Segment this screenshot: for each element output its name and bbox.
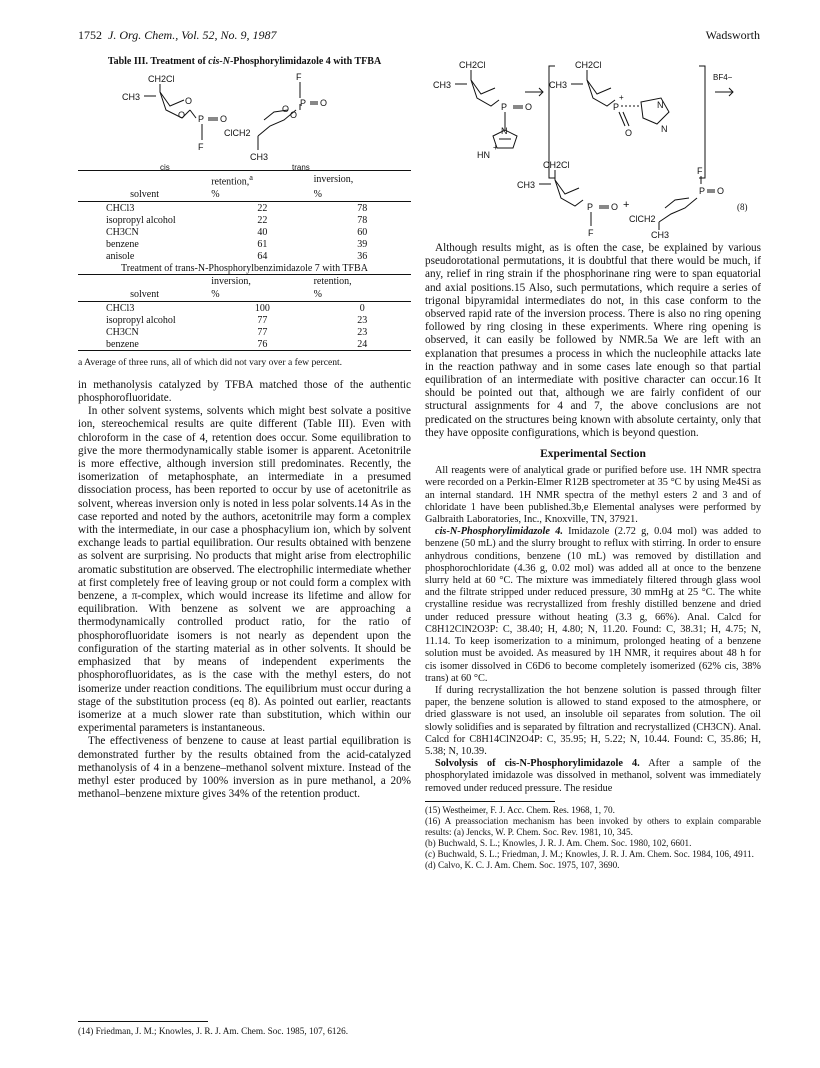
trans-p-label: P (300, 98, 307, 108)
references (425, 805, 761, 871)
scheme-reactant-p: P (501, 102, 508, 112)
cis-ch2cl-label: CH2Cl (148, 74, 175, 84)
cell-solvent: CHCl3 (106, 302, 135, 314)
subsection-text: After a sample of the phosphorylated imidazole was dissolved in methanol, solvent was immediately removed under reduced pressure. The residue (425, 758, 761, 794)
experimental-section (425, 465, 761, 794)
cis-o1-label: O (185, 96, 193, 106)
col-inversion2-header: inversion, (211, 276, 251, 288)
scheme-reactant-n: N (501, 126, 508, 136)
table-row (78, 314, 411, 326)
cell-retention: 40 (257, 226, 268, 238)
journal-citation: J. Org. Chem., Vol. 52, No. 9, 1987 (108, 28, 277, 42)
cis-label: cis (160, 163, 170, 170)
table-row (78, 238, 411, 250)
paragraph: Although results might, as is often the case, be explained by various pseudorotational permutations, it is doubtful that there would be much, if any, relief in ring strain if the phosphorinane ring were to span equatorial and axial positions.15 Also, such permutations, which require a series of trigonal bipyramidal intermediates do not, in this case conform to the observed rapid rate of the inversion process. There is also no ring opening followed by ring closing in these experiments. Where ring opening is observed, it can easily be followed by NMR.5a We are left with an explanation that presumes a process in which the nucleophile attacks late in the reaction pathway and in some cases late enough so that partial equilibration of an intermediate with positive character can occur.16 It should be pointed out that, although we are fairly confident of our structural assignments for 4 and 7, the above conclusions are not predicated on the structures being known with absolute certainty, only that they have opposite configurations, which is beyond question. (425, 242, 761, 439)
table-row (78, 226, 411, 238)
col-inversion-header: inversion, (313, 174, 354, 186)
table-row (78, 250, 411, 262)
scheme-reactant-o: O (525, 102, 533, 112)
table-part1 (78, 170, 411, 351)
cell-solvent: isopropyl alcohol (106, 314, 176, 326)
cell-inversion: 77 (257, 314, 268, 326)
scheme-inter-n2: N (661, 124, 668, 134)
running-head-author: Wadsworth (705, 28, 760, 42)
col-retention2-header: retention, (313, 276, 352, 288)
subsection-title: Solvolysis of cis-N-Phosphorylimidazole 4. (435, 758, 640, 770)
table-title-prefix: Table III. Treatment of (107, 56, 209, 67)
col-a-unit: % (211, 189, 220, 201)
scheme-reactant-plus: + (493, 143, 498, 152)
table-part2-header-row1 (78, 275, 411, 288)
cell-retention: 22 (257, 202, 268, 214)
cis-f-label: F (198, 142, 204, 152)
scheme-prod2-f: F (697, 166, 703, 176)
cell-retention: 23 (357, 314, 368, 326)
equation-number: (8) (737, 202, 748, 212)
cis-po-label: O (220, 114, 228, 124)
cell-inversion: 100 (254, 302, 270, 314)
col-retention-text: retention, (211, 176, 250, 188)
cis-trans-structures-svg (78, 70, 411, 170)
trans-label: trans (292, 163, 310, 170)
scheme-inter-p: P (613, 102, 620, 112)
scheme-inter-o: O (625, 128, 633, 138)
reference-16a: (16) A preassociation mechanism has been invoked by others to explain comparable results: (a) Jencks, W. P. Chem. Soc. Rev. 1981, 10, 345. (425, 815, 761, 837)
reference-15: (15) Westheimer, F. J. Acc. Chem. Res. 1968, 1, 70. (425, 804, 615, 815)
cell-inversion: 78 (357, 202, 368, 214)
cell-retention: 23 (357, 326, 368, 338)
col-b2-unit: % (313, 289, 322, 301)
col-retention-header (211, 171, 313, 188)
table-part2-title: Treatment of trans-N-Phosphorylbenzimidazole 7 with TFBA (121, 262, 368, 274)
cell-solvent: benzene (106, 338, 139, 350)
scheme-hn: HN (477, 150, 490, 160)
table-part2-header-row2 (78, 288, 411, 302)
scheme-bf4: BF4− (713, 73, 733, 82)
scheme-prod2-o: O (717, 186, 725, 196)
cell-solvent: isopropyl alcohol (106, 214, 176, 226)
cis-o2-label: O (178, 110, 186, 120)
scheme-prod2-ch3: CH3 (651, 230, 670, 238)
reference-16c: (c) Buchwald, S. L.; Friedman, J. M.; Knowles, J. R. J. Am. Chem. Soc. 1984, 106, 4911. (425, 848, 754, 859)
scheme-plus: + (623, 199, 630, 211)
paragraph (425, 526, 761, 685)
col-retention-footnote-mark: a (249, 173, 253, 182)
table-row (78, 302, 411, 314)
cell-retention: 24 (357, 338, 368, 350)
trans-po-label: O (320, 98, 328, 108)
page-header (78, 28, 760, 44)
col-b-unit: % (313, 189, 322, 201)
reference-16b: (b) Buchwald, S. L.; Knowles, J. R. J. Am. Chem. Soc. 1980, 102, 6601. (425, 837, 692, 848)
table-title-compound: cis-N (208, 56, 230, 67)
paragraph: in methanolysis catalyzed by TFBA matched those of the authentic phosphorofluoridate. (78, 378, 411, 405)
cis-ch3-label: CH3 (122, 92, 141, 102)
cell-retention: 61 (257, 238, 268, 250)
scheme-svg (425, 58, 761, 238)
paragraph: If during recrystallization the hot benzene solution is passed through filter paper, the benzene solution is allowed to stand exposed to the atmosphere, or dried glassware is not used, an insoluble oil separates from solution. The oil slowly solidifies and is separated by filtration and recrystallized (CH3CN). Anal. Calcd for C8H14ClN2O4P: C, 35.95; H, 5.22; N, 10.44. Found: C, 35.86; H, 5.38; N, 10.39. (425, 684, 761, 757)
cis-p-label: P (198, 114, 205, 124)
cell-retention: 22 (257, 214, 268, 226)
paragraph (425, 758, 761, 795)
col-solvent2-header: solvent (130, 289, 160, 301)
cell-retention: 0 (359, 302, 365, 314)
table-structures (78, 70, 411, 170)
trans-clch2-label: ClCH2 (224, 128, 251, 138)
table-part1-header-row1 (78, 171, 411, 188)
scheme-inter-ch2cl: CH2Cl (575, 60, 602, 70)
page-number: 1752 (78, 28, 102, 42)
scheme-inter-plus: + (619, 93, 624, 102)
scheme-prod2-clch2: ClCH2 (629, 214, 656, 224)
right-column (425, 56, 761, 871)
reference-14: (14) Friedman, J. M.; Knowles, J. R. J. Am. Chem. Soc. 1985, 107, 6126. (78, 1026, 349, 1036)
trans-o1-label: O (290, 110, 298, 120)
section-title: Experimental Section (540, 448, 646, 461)
left-column (78, 56, 411, 801)
subsection-text: Imidazole (2.72 g, 0.04 mol) was added to benzene (50 mL) and the slurry brought to reflux with stirring. In order to ensure anhydrous conditions, benzene (10 mL) was removed by distillation and phosphorochloridate (4.36 g, 0.02 mol) was added all at once to the benzene slurry held at 60 °C. The mixture was immediately filtered through glass wool and the filtrate stripped under reduced pressure, 30 mmHg at 25 °C. The white crystalline residue was recrystallized from freshly distilled benzene and dried under reduced pressure without heating (3.3 g, 66%). Anal. Calcd for C8H12ClN2O3P: C, 38.40; H, 4.80; N, 11.20. Found: C, 38.31; H, 4.75; N, 11.14. To keep isomerization to a minimum, prolonged heating of a benzene solution must be avoided. As measured by 1H NMR, it requires about 48 h for cis isomer dissolved in C6D6 to become completely isomerized (62% cis, 38% trans) at 60 °C. (425, 526, 761, 684)
cell-solvent: CHCl3 (106, 202, 135, 214)
table-title (78, 56, 411, 68)
scheme-prod1-ch3: CH3 (517, 180, 536, 190)
paragraph: In other solvent systems, solvents which might best solvate a positive ion, stereochemical results are quite different (Table III). Even with chloroform in the case of 4, retention does occur. Some equilibration to give the more thermodynamically stable isomer is apparent. Acetonitrile is more effective, although inversion still predominates. Recently, the isomerization of metaphosphate, an intermediate in a presumed dissociation process, has been reported to occur by use of acetonitrile as solvent, whereas inversion only is noted in less polar solvents.14 As in the case reported and noted by the authors, acetonitrile may form a complex with the intermediate, in our case a phosphacylium ion, which by solvent exchange leads to partial equilibration. Our results obtained with benzene as solvent are surprising. No products that might arise from electrophilic aromatic substitution are observed. The electrophilic intermediate whether at first completely free of leaving group or not could form a complex with benzene, a π-complex, which would increase its lifetime and allow for equilibration. With benzene as solvent we are approaching a thermodynamically controlled product ratio, for the ratio of phosphorofluoridate isomers is not nearly as dependent upon the configuration of the starting material as in other solvents. It should be emphasized that by means of independent experiments the phosphorofluoridates, as is the case with the methyl esters, do not isomerize under reaction conditions. The equilibrium must occur during a stage of the substitution process (eq 8). As pointed out earlier, reactants isomerize at a much slower rate than substitution, which within our experimental parameters is instantaneous. (78, 405, 411, 735)
cell-inversion: 36 (357, 250, 368, 262)
scheme-reactant-ch2cl: CH2Cl (459, 60, 486, 70)
scheme-reactant-ch3: CH3 (433, 80, 452, 90)
cell-inversion: 77 (257, 326, 268, 338)
subsection-title: cis-N-Phosphorylimidazole 4. (435, 526, 563, 538)
scheme-prod1-ch2cl: CH2Cl (543, 160, 570, 170)
table-row (78, 202, 411, 214)
equation-8-scheme (425, 58, 761, 238)
cell-solvent: anisole (106, 250, 135, 262)
table-title-suffix: -Phosphorylimidazole 4 with TFBA (229, 56, 382, 67)
scheme-prod1-o: O (611, 202, 619, 212)
scheme-inter-ch3: CH3 (549, 80, 568, 90)
scheme-prod1-p: P (587, 202, 594, 212)
cell-inversion: 39 (357, 238, 368, 250)
scheme-inter-n1: N (657, 100, 664, 110)
cell-inversion: 60 (357, 226, 368, 238)
table-row (78, 338, 411, 351)
table-part1-header-row2 (78, 188, 411, 202)
cell-solvent: CH3CN (106, 226, 139, 238)
cell-retention: 64 (257, 250, 268, 262)
footnote-rule (78, 1021, 208, 1022)
table-row (78, 326, 411, 338)
cell-inversion: 78 (357, 214, 368, 226)
footnote-rule (425, 801, 555, 802)
cell-solvent: benzene (106, 238, 139, 250)
trans-f-label: F (296, 72, 302, 82)
paragraph: All reagents were of analytical grade or purified before use. 1H NMR spectra were recorded on a Perkin-Elmer R12B spectrometer at 35 °C by using Me4Si as an internal standard. 1H NMR spectra of the methyl esters 2 and 3 and of chloridate 1 have been published.3b,e Elemental analyses were performed by Galbraith Laboratories, Inc., Knoxville, TN, 37921. (425, 465, 761, 526)
scheme-prod1-f: F (588, 228, 594, 238)
col-solvent-header: solvent (130, 189, 160, 201)
cell-inversion: 76 (257, 338, 268, 350)
cell-solvent: CH3CN (106, 326, 139, 338)
reference-16d: (d) Calvo, K. C. J. Am. Chem. Soc. 1975, 107, 3690. (425, 859, 620, 870)
header-left (78, 28, 277, 43)
scheme-prod2-p: P (699, 186, 706, 196)
col-a2-unit: % (211, 289, 220, 301)
trans-o2-label: O (282, 104, 290, 114)
trans-ch3-label: CH3 (250, 152, 269, 162)
table-footnote: a Average of three runs, all of which did not vary over a few percent. (78, 357, 343, 369)
table-row (78, 214, 411, 226)
paragraph: The effectiveness of benzene to cause at least partial equilibration is demonstrated further by the results obtained from the acid-catalyzed methanolysis of 4 in a benzene–methanol solvent mixture. Instead of the methyl ester produced by 100% inversion as in pure methanol, a 20% methanol–benzene mixture gives 34% of the retention product. (78, 735, 411, 801)
